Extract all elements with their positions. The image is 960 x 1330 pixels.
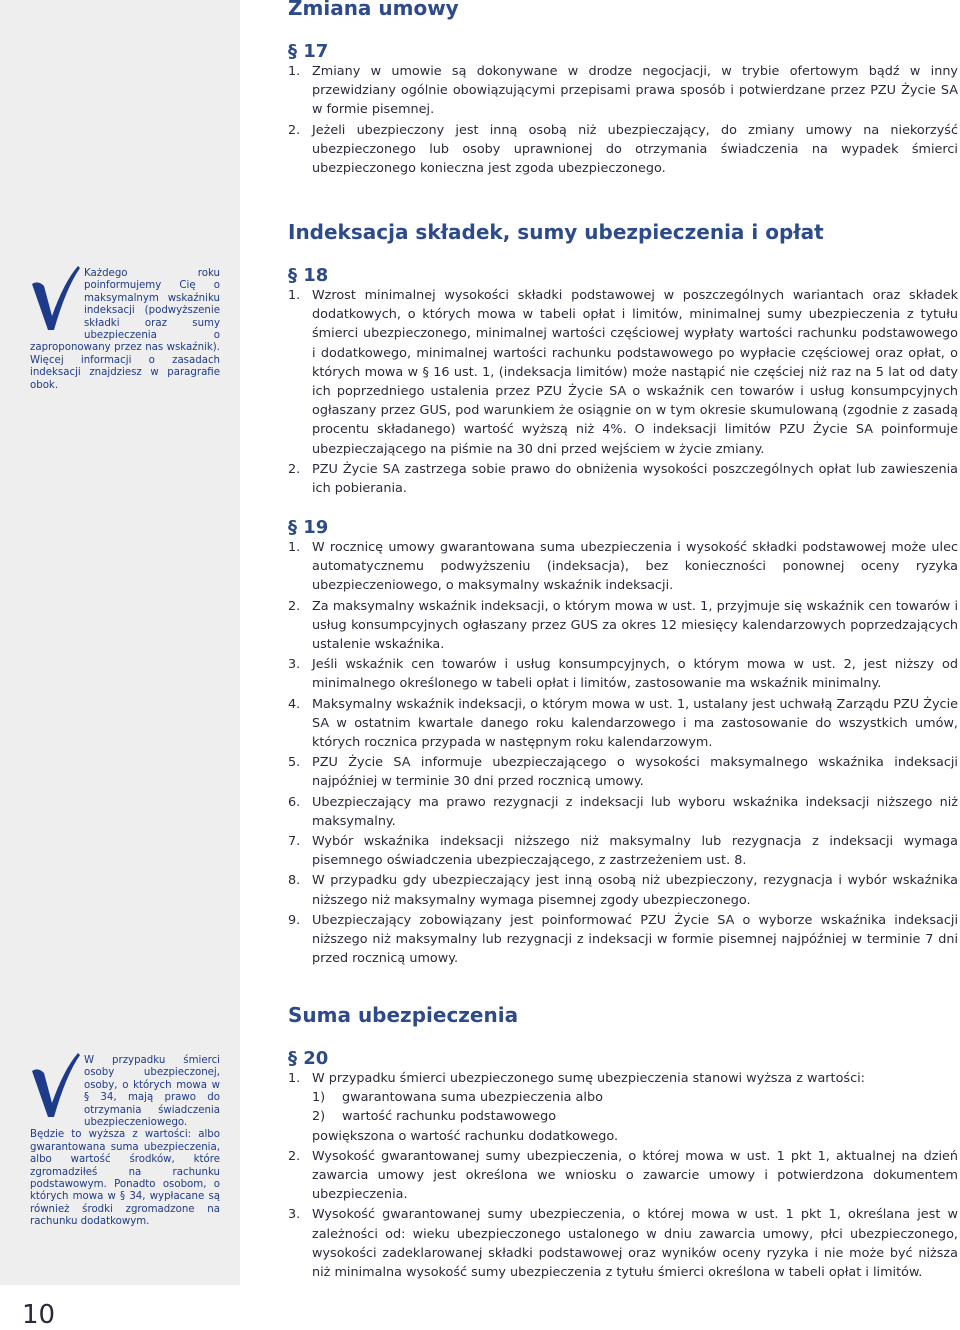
list-item [288,832,958,870]
item-number: 4. [288,696,301,712]
item-number: 2. [288,598,301,614]
item-number: 5. [288,755,301,771]
sub-item-text: wartość rachunku podstawowego [342,1109,557,1125]
sub-item-number: 2) [312,1109,326,1125]
item-text: Maksymalny wskaźnik indeksacji, o którym mowa w ust. 1, ustalany jest uchwałą Zarządu PZU Życie SA w ostatnim kwartale danego roku kalendarzowego i ma zastosowanie do wszystkich umów, których rocznica przypada w następnym roku kalendarzowym. [312,696,958,751]
list-item [288,1069,958,1146]
list-item [288,121,958,179]
item-text: Ubezpieczający ma prawo rezygnacji z indeksacji lub wyboru wskaźnika indeksacji niższego niż maksymalny. [312,794,958,829]
section-items [288,1069,958,1282]
sub-list-item [312,1107,958,1126]
side-note-text: W przypadku śmierci osoby ubezpieczonej, osoby, o których mowa w § 34, mają prawo do otrzymania świadczenia ubezpieczeniowego. Będzie to wyższa z wartości: albo gwarantowana suma ubezpieczenia, albo wartość środków, które zgromadziłeś na rachunku podstawowym. Ponadto osobom, o których mowa w § 34, wypłacane są również środki zgromadzone na rachunku dodatkowym. [30,1055,220,1228]
list-item [288,1205,958,1282]
list-item [288,286,958,459]
item-text: PZU Życie SA zastrzega sobie prawo do obniżenia wysokości poszczególnych opłat lub zawieszenia ich pobierania. [312,461,958,497]
item-text: Jeżeli ubezpieczony jest inną osobą niż ubezpieczający, do zmiany umowy na niekorzyść ubezpieczonego lub osoby uprawnionej do otrzymania świadczenia na wypadek śmierci ubezpieczonego konieczna jest zgoda ubezpieczonego. [312,122,958,177]
list-item [288,655,958,693]
item-text: Wysokość gwarantowanej sumy ubezpieczenia, o której mowa w ust. 1 pkt 1, określana jest w zależności od: wieku ubezpieczonego ustalonego w dniu zawarcia umowy, płci ubezpieczonego, wysokości zadeklarowanej składki podstawowej oraz wyników oceny ryzyka i nie może być niższa niż minimalna wysokość sumy ubezpieczenia z tytułu śmierci określona w tabeli opłat i limitów. [312,1207,958,1281]
list-item [288,695,958,753]
item-text: Wybór wskaźnika indeksacji niższego niż maksymalny lub rezygnacja z indeksacji wymaga pisemnego oświadczenia ubezpieczającego, z zastrzeżeniem ust. 8. [312,834,958,869]
section-items [288,286,958,498]
item-text: W rocznicę umowy gwarantowana suma ubezpieczenia i wysokość składki podstawowej może ulec automatycznemu podwyższeniu (indeksacja), bez konieczności ponownej oceny ryzyka ubezpieczeniowego, o maksymalny wskaźnik indeksacji. [312,540,958,594]
heading-suma-ubezpieczenia: Suma ubezpieczenia [288,1003,519,1027]
item-number: 6. [288,794,301,810]
heading-indeksacja: Indeksacja składek, sumy ubezpieczenia i opłat [288,220,824,244]
section-17 [288,40,958,179]
item-number: 3. [288,657,301,673]
sub-item-text: gwarantowana suma ubezpieczenia albo [342,1090,603,1106]
checkmark-icon [30,1051,82,1121]
list-item [288,62,958,120]
item-text: Zmiany w umowie są dokonywane w drodze negocjacji, w trybie ofertowym bądź w inny przewidziany ogólnie obowiązującymi przepisami prawa sposób i potwierdzane przez PZU Życie SA w formie pisemnej. [312,64,958,118]
item-number: 2. [288,1148,301,1164]
section-number: § 19 [288,516,329,538]
section-number: § 18 [288,264,329,286]
side-note-sum [30,1055,220,1229]
section-number: § 20 [288,1047,329,1069]
side-note-text: Każdego roku poinformujemy Cię o maksymalnym wskaźniku indeksacji (podwyższenie składki oraz sumy ubezpieczenia o zaproponowany przez nas wskaźnik). Więcej informacji o zasadach indeksacji znajdziesz w paragrafie obok. [30,268,220,391]
item-number: 1. [288,64,301,79]
item-text: W przypadku śmierci ubezpieczonego sumę ubezpieczenia stanowi wyższa z wartości: [312,1071,865,1086]
list-item [288,793,958,831]
section-19 [288,516,958,969]
item-tail-text: powiększona o wartość rachunku dodatkowego. [312,1128,619,1144]
item-text: Jeśli wskaźnik cen towarów i usług konsumpcyjnych, o którym mowa w ust. 2, jest niższy od minimalnego określonego w tabeli opłat i limitów, zastosowanie ma wskaźnik minimalny. [312,657,958,692]
item-text: PZU Życie SA informuje ubezpieczającego o wysokości maksymalnego wskaźnika indeksacji najpóźniej w terminie 30 dni przed rocznicą umowy. [312,755,958,790]
sub-list-item [312,1088,958,1107]
list-item [288,460,958,498]
item-number: 9. [288,912,301,928]
item-number: 1. [288,288,301,303]
item-text: Wysokość gwarantowanej sumy ubezpieczenia, o której mowa w ust. 1 pkt 1, aktualnej na dzień zawarcia umowy jest określona we wniosku o zawarcie umowy i potwierdzona dokumentem ubezpieczenia. [312,1148,958,1203]
item-number: 7. [288,834,301,850]
list-item [288,911,958,969]
section-items [288,62,958,178]
item-number: 3. [288,1207,301,1223]
list-item [288,871,958,909]
item-number: 1. [288,1071,301,1086]
list-item [288,597,958,655]
page-number: 10 [22,1300,56,1330]
side-note-indexation [30,268,220,392]
section-20 [288,1047,958,1283]
item-number: 8. [288,873,301,889]
heading-zmiana-umowy: Zmiana umowy [288,0,459,20]
checkmark-icon [30,264,82,334]
item-number: 2. [288,122,301,138]
item-text: Wzrost minimalnej wysokości składki podstawowej w poszczególnych wariantach oraz składek dodatkowych, o których mowa w tabeli opłat i limitów, minimalnej sumy ubezpieczenia z tytułu śmierci ubezpieczonego, minimalnej wartości częściowej wypłaty wartości rachunku podstawowego i dodatkowego, minimalnej wartości rachunku podstawowego po wypłacie częściowej oraz opłat, o których mowa w § 16 ust. 1, (indeksacja limitów) może nastąpić nie częściej niż raz na 5 lat od daty ich poprzedniego ustalenia przez PZU Życie SA o wskaźnik cen towarów i usług konsumpcyjnych ogłaszany przez GUS, pod warunkiem że osiągnie on w tym okresie skumulowaną (zgodnie z zasadą procentu składanego) wartość wyższą niż 4%. O indeksacji limitów PZU Życie SA poinformuje ubezpieczającego na piśmie na 30 dni przed wejściem w życie zmiany. [312,288,958,457]
item-text: Ubezpieczający zobowiązany jest poinformować PZU Życie SA o wyborze wskaźnika indeksacji niższego niż maksymalny lub rezygnacji z indeksacji w formie pisemnej najpóźniej w terminie 7 dni przed rocznicą umowy. [312,912,958,967]
sub-list [312,1088,958,1126]
item-number: 2. [288,461,301,477]
item-text: W przypadku gdy ubezpieczający jest inną osobą niż ubezpieczony, rezygnacja i wybór wskaźnika niższego niż maksymalny wymaga pisemnej zgody ubezpieczonego. [312,873,958,908]
section-items [288,538,958,968]
section-18 [288,264,958,499]
item-number: 1. [288,540,301,555]
list-item [288,1147,958,1205]
sub-item-number: 1) [312,1090,326,1106]
section-number: § 17 [288,40,329,62]
item-text: Za maksymalny wskaźnik indeksacji, o którym mowa w ust. 1, przyjmuje się wskaźnik cen towarów i usług konsumpcyjnych ogłaszany przez GUS za okres 12 miesięcy kalendarzowych poprzedzających ustalenie wskaźnika. [312,598,958,653]
list-item [288,753,958,791]
list-item [288,538,958,596]
